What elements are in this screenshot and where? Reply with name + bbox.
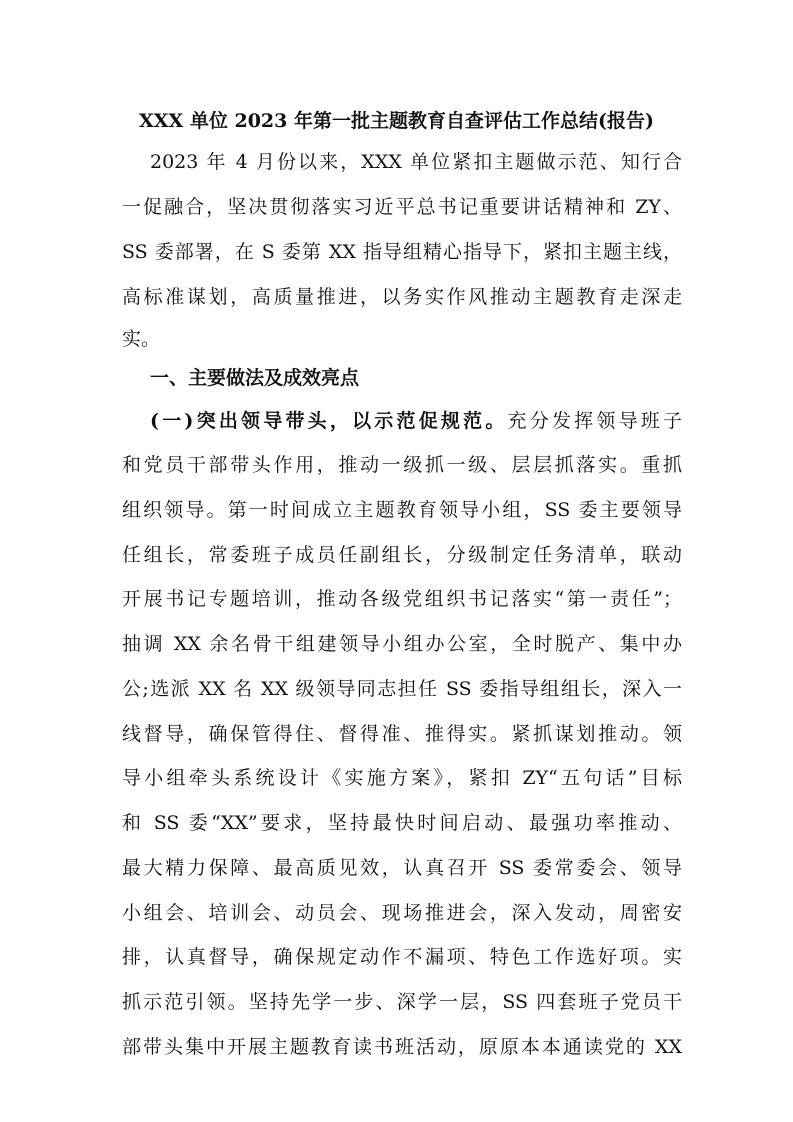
body-line: 和 SS 委“XX”要求，坚持最快时间启动、最强功率推动、 [122, 812, 682, 834]
subsection-first-line [150, 408, 682, 434]
document-title: XXX 单位 2023 年第一批主题教育自查评估工作总结(报告) [139, 110, 654, 132]
intro-line: 一促融合，坚决贯彻落实习近平总书记重要讲话精神和 ZY、 [122, 196, 682, 218]
body-line: 小组会、培训会、动员会、现场推进会，深入发动，周密安 [122, 901, 682, 924]
intro-line: 2023 年 4 月份以来，XXX 单位紧扣主题做示范、知行合 [150, 151, 682, 173]
section-heading: 一、主要做法及成效亮点 [150, 367, 360, 389]
body-line: 公;选派 XX 名 XX 级领导同志担任 SS 委指导组组长，深入一 [122, 677, 682, 700]
body-line: 任组长，常委班子成员任副组长，分级制定任务清单，联动 [122, 543, 682, 566]
body-text: 充分发挥领导班子 [507, 410, 682, 432]
intro-line: SS 委部署，在 S 委第 XX 指导组精心指导下，紧扣主题主线， [122, 241, 682, 263]
subsection-heading: (一)突出领导带头，以示范促规范。 [150, 410, 508, 432]
body-line: 部带头集中开展主题教育读书班活动，原原本本通读党的 XX [122, 1035, 682, 1058]
intro-line: 高标准谋划，高质量推进，以务实作风推动主题教育走深走 [122, 286, 682, 308]
body-line: 开展书记专题培训，推动各级党组织书记落实“第一责任”； [122, 588, 682, 611]
body-line: 线督导，确保管得住、督得准、推得实。紧抓谋划推动。领 [122, 722, 682, 745]
intro-line: 实。 [122, 328, 161, 350]
body-line: 组织领导。第一时间成立主题教育领导小组，SS 委主要领导 [122, 498, 682, 521]
body-line: 排，认真督导，确保规定动作不漏项、特色工作选好项。实 [122, 946, 682, 969]
body-line: 最大精力保障、最高质见效，认真召开 SS 委常委会、领导 [122, 856, 682, 879]
body-line: 和党员干部带头作用，推动一级抓一级、层层抓落实。重抓 [122, 454, 682, 476]
body-line: 抓示范引领。坚持先学一步、深学一层，SS 四套班子党员干 [122, 991, 682, 1013]
body-line: 导小组牵头系统设计《实施方案》，紧扣 ZY“五句话”目标 [122, 767, 682, 790]
body-line: 抽调 XX 余名骨干组建领导小组办公室，全时脱产、集中办 [122, 633, 682, 655]
